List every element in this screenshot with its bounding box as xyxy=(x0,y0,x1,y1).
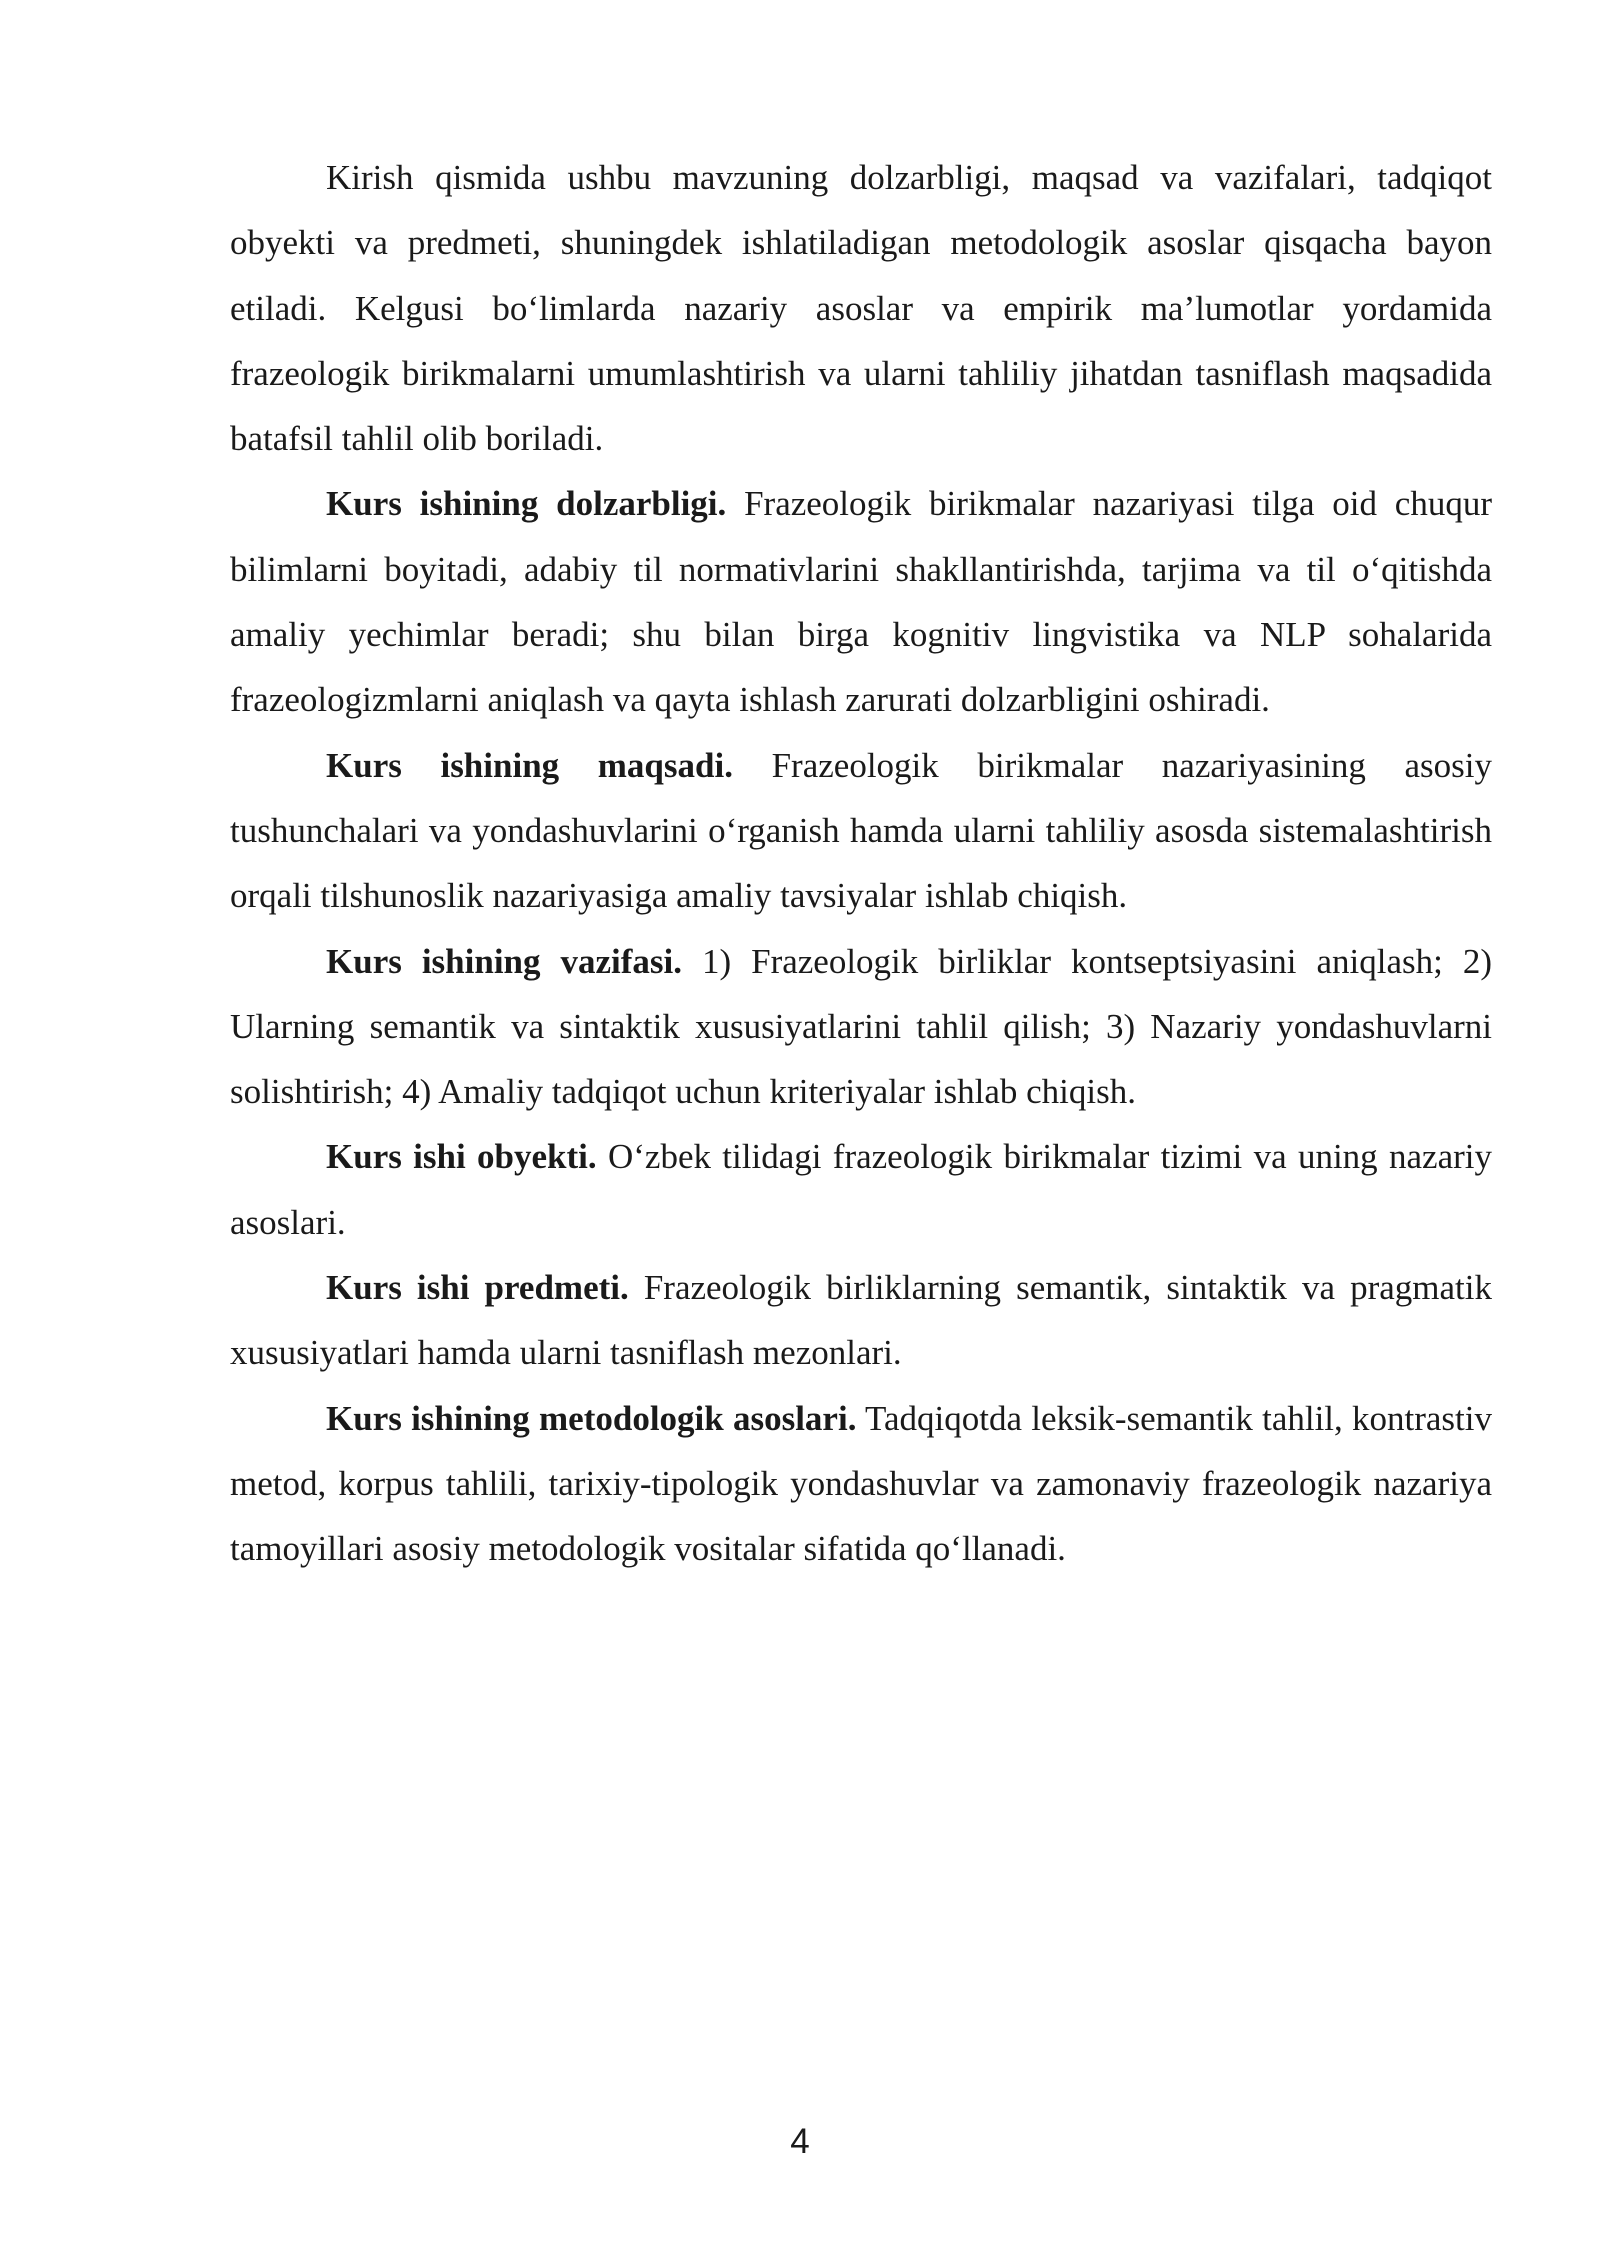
paragraph-heading: Kurs ishining vazifasi. xyxy=(326,941,682,981)
paragraph-text: Kirish qismida ushbu mavzuning dolzarbligi, maqsad va vazifalari, tadqiqot obyekti va predmeti, shuningdek ishlatiladigan metodologik asoslar qisqacha bayon etiladi. Kelgusi bo‘limlarda nazariy asoslar va empirik ma’lumotlar yordamida frazeologik birikmalarni umumlashtirish va ularni tahliliy jihatdan tasniflash maqsadida batafsil tahlil olib boriladi. xyxy=(230,158,1492,459)
paragraph-heading: Kurs ishining dolzarbligi. xyxy=(326,484,727,524)
paragraph-text: 1) Frazeologik birliklar kontseptsiyasini aniqlash; 2) Ularning semantik va sintaktik xususiyatlarini tahlil qilish; 3) Nazariy yondashuvlarni solishtirish; 4) Amaliy tadqiqot uchun kriteriyalar ishlab chiqish. xyxy=(230,941,1492,1112)
paragraph-text: Tadqiqotda leksik-semantik tahlil, kontrastiv metod, korpus tahlili, tarixiy-tipologik yondashuvlar va zamonaviy frazeologik nazariya tamoyillari asosiy metodologik vositalar sifatida qo‘llanadi. xyxy=(230,1398,1493,1569)
paragraph-tasks xyxy=(230,929,1492,1125)
paragraph-text: O‘zbek tilidagi frazeologik birikmalar tizimi va uning nazariy asoslari. xyxy=(230,1137,1492,1242)
paragraph-heading: Kurs ishi obyekti. xyxy=(326,1137,597,1177)
paragraph-heading: Kurs ishining maqsadi. xyxy=(326,745,733,785)
paragraph-object xyxy=(230,1124,1492,1255)
paragraph-text: Frazeologik birikmalar nazariyasi tilga oid chuqur bilimlarni boyitadi, adabiy til normativlarini shakllantirishda, tarjima va til o‘qitishda amaliy yechimlar beradi; shu bilan birga kognitiv lingvistika va NLP sohalarida frazeologizmlarni aniqlash va qayta ishlash zarurati dolzarbligini oshiradi. xyxy=(230,484,1492,720)
paragraph-heading: Kurs ishi predmeti. xyxy=(326,1268,629,1308)
paragraph-goal xyxy=(230,733,1492,929)
page-number: 4 xyxy=(790,2122,810,2161)
paragraph-relevance xyxy=(230,471,1492,732)
body-text xyxy=(230,145,1492,1582)
paragraph-text: Frazeologik birliklarning semantik, sintaktik va pragmatik xususiyatlari hamda ularni tasniflash mezonlari. xyxy=(230,1268,1492,1373)
paragraph-heading: Kurs ishining metodologik asoslari. xyxy=(326,1398,857,1438)
paragraph-intro xyxy=(230,145,1492,471)
paragraph-text: Frazeologik birikmalar nazariyasining asosiy tushunchalari va yondashuvlarini o‘rganish hamda ularni tahliliy asosda sistemalashtirish orqali tilshunoslik nazariyasiga amaliy tavsiyalar ishlab chiqish. xyxy=(230,745,1492,916)
paragraph-subject xyxy=(230,1255,1492,1386)
paragraph-methodology xyxy=(230,1386,1492,1582)
